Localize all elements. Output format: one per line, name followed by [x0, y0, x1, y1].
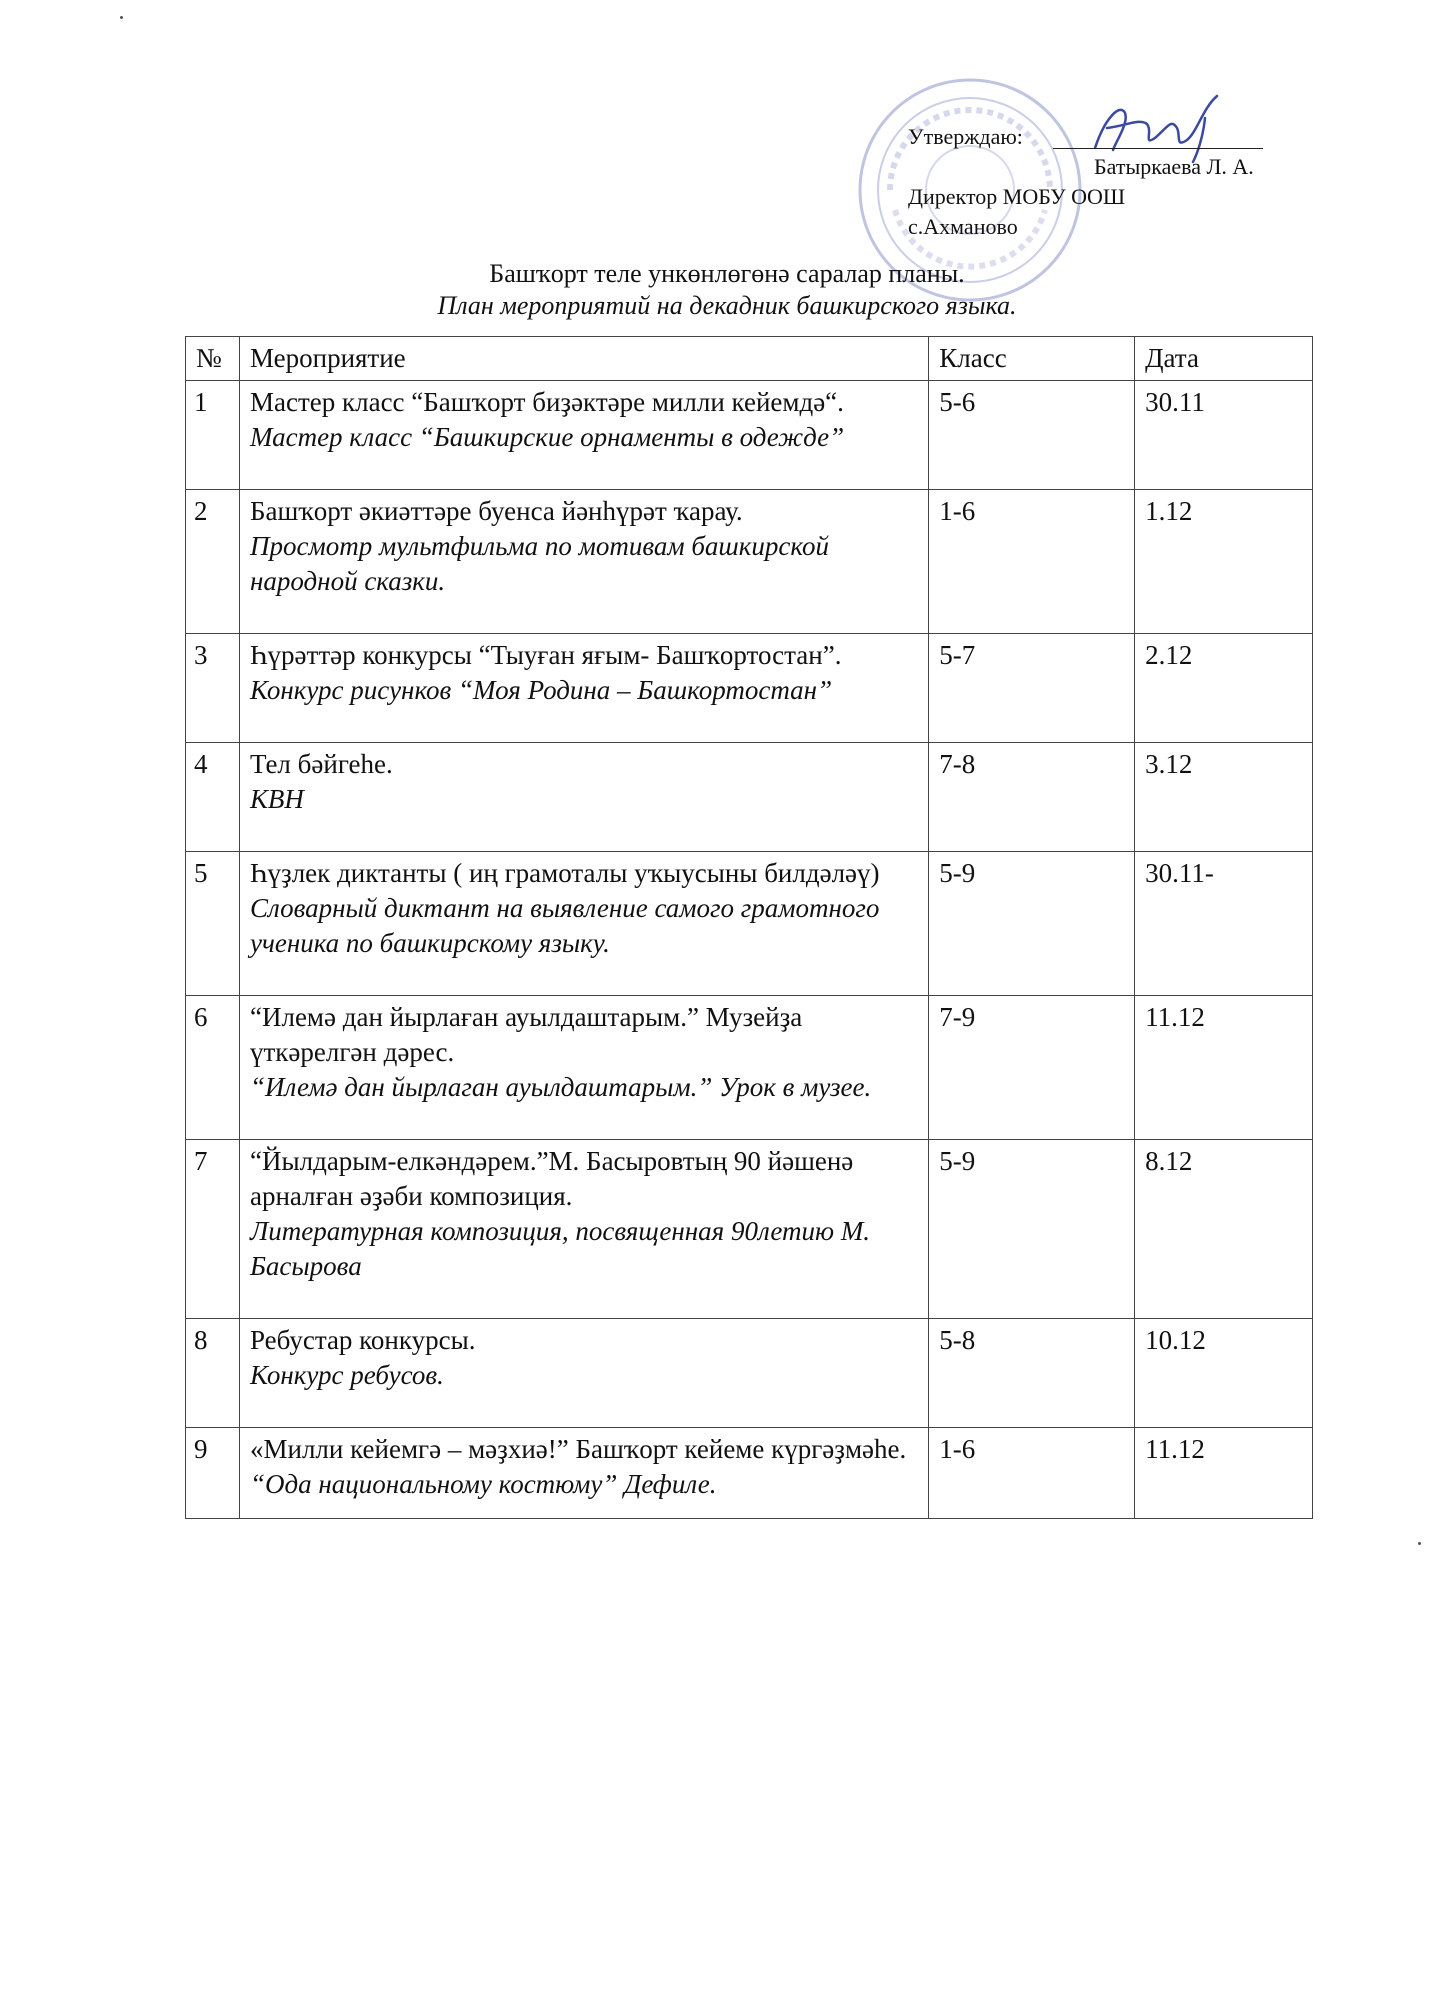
row-event [239, 381, 928, 490]
table-row [186, 381, 1313, 490]
row-number: 8 [186, 1319, 240, 1428]
event-bashkir: Ребустар конкурсы. [249, 1325, 476, 1355]
header-class: Класс [929, 337, 1135, 381]
header-event: Мероприятие [239, 337, 928, 381]
event-russian: Литературная композиция, посвященная 90летию М. Басырова [249, 1216, 871, 1281]
event-russian: Просмотр мультфильма по мотивам башкирской народной сказки. [249, 531, 830, 596]
row-number: 1 [186, 381, 240, 490]
row-number: 2 [186, 490, 240, 634]
row-class: 5-7 [929, 634, 1135, 743]
row-class: 7-8 [929, 743, 1135, 852]
row-number: 4 [186, 743, 240, 852]
approval-line [908, 122, 1328, 152]
row-event [239, 1428, 928, 1519]
table-row [186, 490, 1313, 634]
row-date: 11.12 [1135, 996, 1313, 1140]
row-event [239, 1140, 928, 1319]
row-class: 1-6 [929, 490, 1135, 634]
school-location: с.Ахманово [908, 214, 1018, 239]
row-class: 5-9 [929, 1140, 1135, 1319]
table-header-row [186, 337, 1313, 381]
approval-block [908, 122, 1328, 242]
row-date: 10.12 [1135, 1319, 1313, 1428]
row-event [239, 634, 928, 743]
row-number: 6 [186, 996, 240, 1140]
table-row [186, 1140, 1313, 1319]
director-position: Директор МОБУ ООШ [908, 184, 1126, 209]
scan-speck [120, 16, 123, 19]
event-bashkir: Тел бәйгеһе. [249, 749, 393, 779]
row-class: 1-6 [929, 1428, 1135, 1519]
event-russian: “Илемә дан йырлаган ауылдаштарым.” Урок в музее. [249, 1072, 872, 1102]
approval-label: Утверждаю: [908, 124, 1023, 149]
row-event [239, 743, 928, 852]
row-number: 9 [186, 1428, 240, 1519]
row-event [239, 852, 928, 996]
header-number: № [186, 337, 240, 381]
event-bashkir: Һүҙлек диктанты ( иң грамоталы уҡыусыны билдәләү) [249, 858, 880, 888]
row-number: 5 [186, 852, 240, 996]
row-date: 2.12 [1135, 634, 1313, 743]
events-table [185, 336, 1313, 1519]
row-class: 5-8 [929, 1319, 1135, 1428]
event-russian: Конкурс рисунков “Моя Родина – Башкортостан” [249, 675, 833, 705]
event-bashkir: «Милли кейемгә – мәҙхиә!” Башҡорт кейеме күргәҙмәһе. [249, 1434, 907, 1464]
signature-line [1053, 148, 1263, 149]
table-row [186, 852, 1313, 996]
event-russian: Конкурс ребусов. [249, 1360, 444, 1390]
row-class: 5-6 [929, 381, 1135, 490]
row-date: 11.12 [1135, 1428, 1313, 1519]
row-class: 7-9 [929, 996, 1135, 1140]
title-russian: План мероприятий на декадник башкирского языка. [437, 291, 1017, 320]
event-russian: Словарный диктант на выявление самого грамотного ученика по башкирскому языку. [249, 893, 880, 958]
table-row [186, 1319, 1313, 1428]
event-bashkir: Һүрәттәр конкурсы “Тыуған яғым- Башҡортостан”. [249, 640, 842, 670]
director-name: Батыркаева Л. А. [1094, 154, 1254, 179]
row-date: 1.12 [1135, 490, 1313, 634]
table-row [186, 634, 1313, 743]
event-bashkir: “Йылдарым-елкәндәрем.”М. Басыровтың 90 йәшенә арналған әҙәби композиция. [249, 1146, 854, 1211]
header-date: Дата [1135, 337, 1313, 381]
row-event [239, 490, 928, 634]
table-row [186, 743, 1313, 852]
table-row [186, 996, 1313, 1140]
table-row [186, 1428, 1313, 1519]
row-event [239, 996, 928, 1140]
row-date: 30.11 [1135, 381, 1313, 490]
event-bashkir: Мастер класс “Башҡорт биҙәктәре милли кейемдә“. [249, 387, 844, 417]
row-date: 30.11- [1135, 852, 1313, 996]
document-titles [0, 258, 1454, 322]
title-bashkir: Башҡорт теле ункөнлөгөнә саралар планы. [489, 259, 965, 288]
row-number: 7 [186, 1140, 240, 1319]
event-bashkir: “Илемә дан йырлаған ауылдаштарым.” Музейҙа үткәрелгән дәрес. [249, 1002, 803, 1067]
row-class: 5-9 [929, 852, 1135, 996]
row-number: 3 [186, 634, 240, 743]
event-bashkir: Башҡорт әкиәттәре буенса йәнһүрәт ҡарау. [249, 496, 743, 526]
scan-speck [1418, 1542, 1421, 1545]
event-russian: КВН [249, 784, 304, 814]
row-date: 8.12 [1135, 1140, 1313, 1319]
row-event [239, 1319, 928, 1428]
row-date: 3.12 [1135, 743, 1313, 852]
event-russian: Мастер класс “Башкирские орнаменты в одежде” [249, 422, 845, 452]
event-russian: “Ода национальному костюму” Дефиле. [249, 1469, 717, 1499]
